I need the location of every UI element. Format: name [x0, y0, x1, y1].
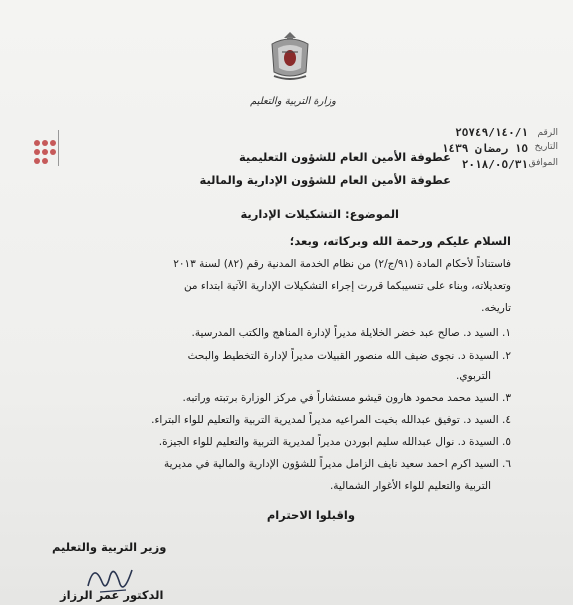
list-item-text: السيدة د. نوال عبدالله سليم ابوردن مديراً لمديرية التربية والتعليم للواء الجيزة.	[158, 436, 499, 448]
list-item	[151, 414, 511, 426]
stamp-mark	[34, 130, 72, 168]
date-label: التاريخ	[534, 142, 558, 152]
list-item-number: ٦.	[502, 458, 511, 470]
intro-line-1: فاستناداً لأحكام المادة (٩١/ج/٢) من نظام الخدمة المدنية رقم (٨٢) لسنة ٢٠١٣	[173, 258, 511, 270]
coat-of-arms-emblem	[268, 30, 312, 82]
intro-line-3: تاريخه.	[481, 302, 511, 314]
ministry-name: وزارة التربية والتعليم	[250, 96, 336, 107]
signatory-name: الدكتور عمر الرزاز	[60, 588, 164, 602]
intro-line-2: وتعديلاته، وبناء على تنسيبكما قررت إجراء التشكيلات الإدارية الآتية ابتداء من	[183, 280, 511, 292]
closing-line: واقبلوا الاحترام	[266, 508, 355, 522]
corresponding-label: الموافق	[528, 158, 558, 168]
reference-number-label: الرقم	[537, 128, 558, 138]
list-item	[164, 458, 511, 470]
subject-line: الموضوع: التشكيلات الإدارية	[240, 207, 399, 221]
list-item-text: السيد د. توفيق عبدالله بخيت المراعيه مديراً لمديرية التربية والتعليم للواء البتراء.	[151, 414, 499, 426]
list-item-number: ٢.	[502, 350, 511, 362]
reference-number-value: ٢٥٧٤٩/١٤٠/١	[455, 126, 528, 139]
signatory-title: وزير التربية والتعليم	[52, 540, 167, 554]
date-value: ١٥ رمضان ١٤٣٩	[441, 142, 528, 155]
list-item-continuation: التربوي.	[456, 370, 491, 382]
recipient-line-2: عطوفة الأمين العام للشؤون الإدارية والمالية	[199, 173, 451, 187]
list-item-text: السيد محمد محمود هارون قيشو مستشاراً في مركز الوزارة برتبته وراتبه.	[182, 392, 499, 404]
list-item-text: السيد اكرم احمد سعيد نايف الزامل مديراً للشؤون الإدارية والمالية في مديرية	[163, 458, 499, 470]
list-item-number: ٥.	[502, 436, 511, 448]
list-item-continuation: التربية والتعليم للواء الأغوار الشمالية.	[329, 480, 491, 492]
list-item-text: السيد د. صالح عبد خضر الخلايلة مديراً لإدارة المناهج والكتب المدرسية.	[191, 327, 499, 339]
list-item	[192, 327, 511, 339]
greeting-line: السلام عليكم ورحمة الله وبركاته، وبعد؛	[289, 234, 511, 248]
list-item	[159, 436, 511, 448]
list-item-number: ٤.	[502, 414, 511, 426]
list-item	[182, 392, 511, 404]
list-item	[188, 350, 511, 362]
list-item-number: ١.	[502, 327, 511, 339]
recipient-line-1: عطوفة الأمين العام للشؤون التعليمية	[238, 150, 451, 164]
list-item-number: ٣.	[502, 392, 511, 404]
list-item-text: السيدة د. نجوى ضيف الله منصور القبيلات مديراً لإدارة التخطيط والبحث	[187, 350, 499, 362]
corresponding-value: ٢٠١٨/٠٥/٣١	[461, 158, 528, 171]
